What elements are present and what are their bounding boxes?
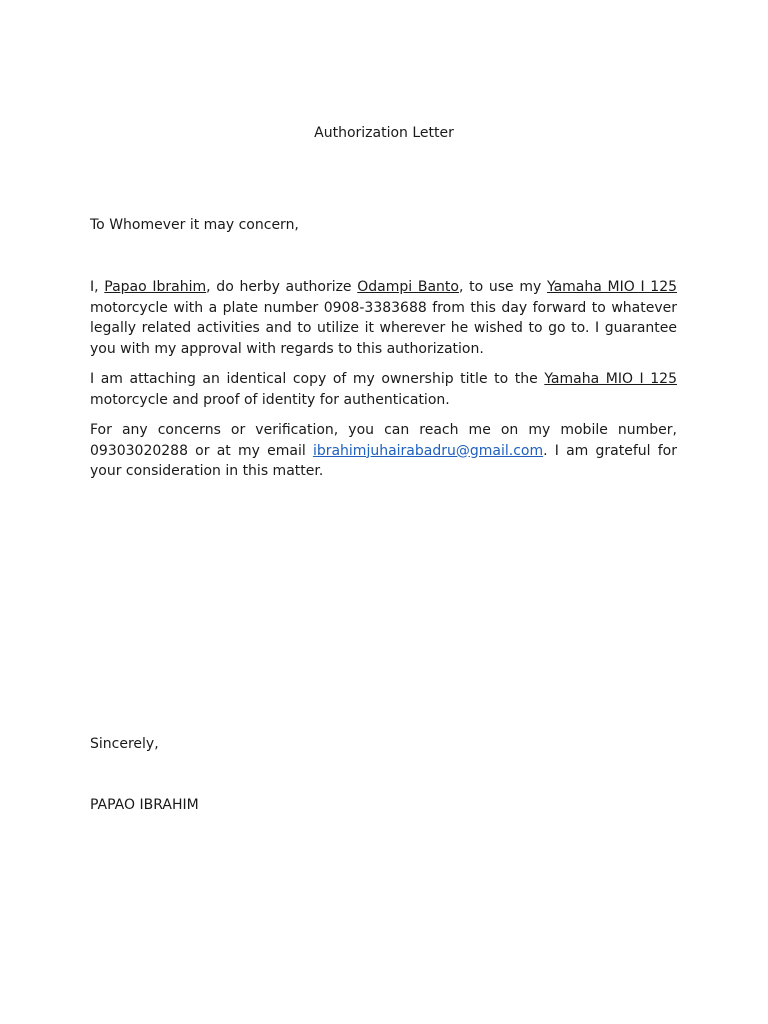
letter-title: Authorization Letter (314, 125, 454, 141)
paragraph-text: motorcycle with a plate number 0908-3383688 from this day forward to whatever legally related activities and to utilize it wherever he wished to go to. I guarantee you with my approval with regards to this authorization. (90, 299, 677, 357)
vehicle-name: Yamaha MIO I 125 (544, 371, 677, 387)
signature-name: PAPAO IBRAHIM (90, 797, 199, 813)
paragraph-text: motorcycle and proof of identity for authentication. (90, 391, 450, 408)
email-link[interactable]: ibrahimjuhairabadru@gmail.com (312, 442, 544, 459)
paragraph-text: I am attaching an identical copy of my ownership title to the (90, 371, 545, 387)
paragraph-attachment (90, 369, 677, 410)
paragraph-authorization (90, 277, 677, 359)
letter-body (90, 277, 677, 492)
grantor-name: Papao Ibrahim (104, 279, 207, 295)
salutation: To Whomever it may concern, (90, 217, 299, 233)
paragraph-text: , do herby authorize (206, 279, 358, 295)
paragraph-text: For any concerns or verification, you can reach me on my mobile number, 09303020288 or at my email (90, 422, 677, 459)
paragraph-contact (90, 420, 677, 482)
paragraph-text: , to use my (458, 279, 547, 295)
grantee-name: Odampi Banto (357, 279, 459, 295)
vehicle-name: Yamaha MIO I 125 (546, 279, 678, 295)
paragraph-text: I, (90, 279, 105, 295)
paragraph-text: . I am grateful for your consideration in this matter. (90, 442, 677, 479)
closing: Sincerely, (90, 736, 159, 752)
